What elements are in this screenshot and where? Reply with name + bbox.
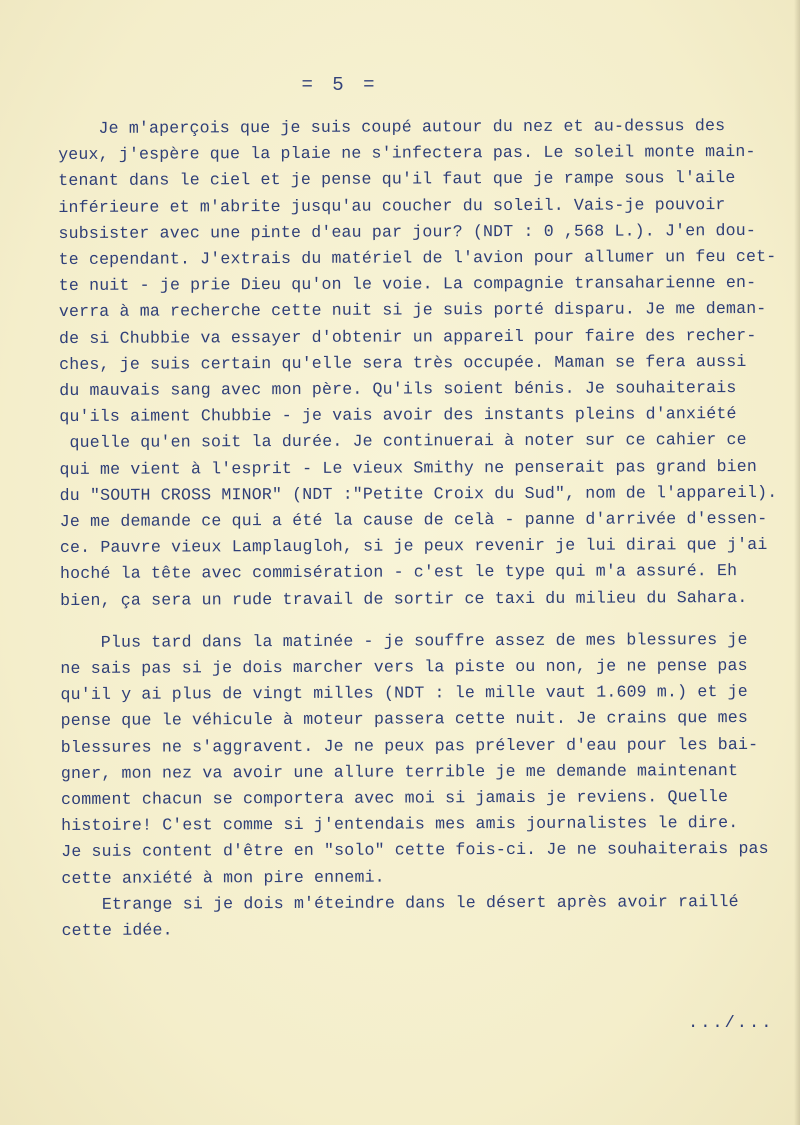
text-line: de si Chubbie va essayer d'obtenir un appareil pour faire des recher-	[58, 325, 757, 348]
text-line: Je m'aperçois que je suis coupé autour du nez et au-dessus des	[58, 116, 726, 138]
text-line: Je me demande ce qui a été la cause de celà - panne d'arrivée d'essen-	[59, 508, 768, 532]
continuation-mark: .../...	[688, 1014, 774, 1033]
text-line: cette idée.	[61, 920, 173, 941]
text-line: qui me vient à l'esprit - Le vieux Smithy ne penserait pas grand bien	[59, 456, 758, 479]
text-line: te cependant. J'extrais du matériel de l'avion pour allumer un feu cet-	[58, 246, 777, 270]
text-line: du mauvais sang avec mon père. Qu'ils soient bénis. Je souhaiterais	[59, 378, 737, 401]
text-line: qu'ils aiment Chubbie - je vais avoir des instants pleins d'anxiété	[59, 404, 737, 427]
text-line: verra à ma recherche cette nuit si je suis porté disparu. Je me deman-	[58, 299, 767, 322]
text-line: Plus tard dans la matinée - je souffre assez de mes blessures je	[60, 629, 748, 652]
text-line: ches, je suis certain qu'elle sera très occupée. Maman se fera aussi	[59, 351, 747, 374]
body-text	[58, 113, 800, 945]
text-line: ne sais pas si je dois marcher vers la piste ou non, je ne pense pas	[60, 656, 748, 679]
text-line: Etrange si je dois m'éteindre dans le désert après avoir raillé	[61, 891, 739, 914]
page-number: = 5 =	[301, 74, 379, 96]
text-line: yeux, j'espère que la plaie ne s'infectera pas. Le soleil monte main-	[58, 142, 756, 165]
text-line: te nuit - je prie Dieu qu'on le voie. La compagnie transaharienne en-	[58, 273, 757, 296]
text-line: tenant dans le ciel et je pense qu'il faut que je rampe sous l'aile	[58, 168, 736, 191]
text-line: blessures ne s'aggravent. Je ne peux pas prélever d'eau pour les bai-	[60, 734, 759, 757]
text-line: histoire! C'est comme si j'entendais mes amis journalistes le dire.	[61, 813, 739, 836]
text-line: inférieure et m'abrite jusqu'au coucher du soleil. Vais-je pouvoir	[58, 194, 726, 217]
text-line: ce. Pauvre vieux Lamplaugloh, si je peux revenir je lui dirai que j'ai	[59, 535, 768, 558]
text-line: quelle qu'en soit la durée. Je continuerai à noter sur ce cahier ce	[59, 430, 747, 453]
text-line: hoché la tête avec commisération - c'est le type qui m'a assuré. Eh	[59, 561, 738, 584]
text-line: gner, mon nez va avoir une allure terrible je me demande maintenant	[60, 760, 739, 783]
text-line: du "SOUTH CROSS MINOR" (NDT :"Petite Croix du Sud", nom de l'appareil).	[59, 482, 778, 505]
text-line: Je suis content d'être en "solo" cette fois-ci. Je ne souhaiterais pas	[61, 839, 769, 862]
text-line: subsister avec une pinte d'eau par jour? (NDT : 0 ,568 L.). J'en dou-	[58, 220, 756, 243]
paragraph-2	[60, 627, 800, 945]
text-line: qu'il y ai plus de vingt milles (NDT : le mille vaut 1.609 m.) et je	[60, 682, 748, 705]
text-line: cette anxiété à mon pire ennemi.	[61, 867, 385, 888]
text-line: bien, ça sera un rude travail de sortir ce taxi du milieu du Sahara.	[60, 587, 748, 610]
text-line: pense que le véhicule à moteur passera cette nuit. Je crains que mes	[60, 708, 749, 731]
text-line: comment chacun se comportera avec moi si jamais je reviens. Quelle	[60, 787, 729, 810]
paragraph-1	[58, 113, 800, 614]
